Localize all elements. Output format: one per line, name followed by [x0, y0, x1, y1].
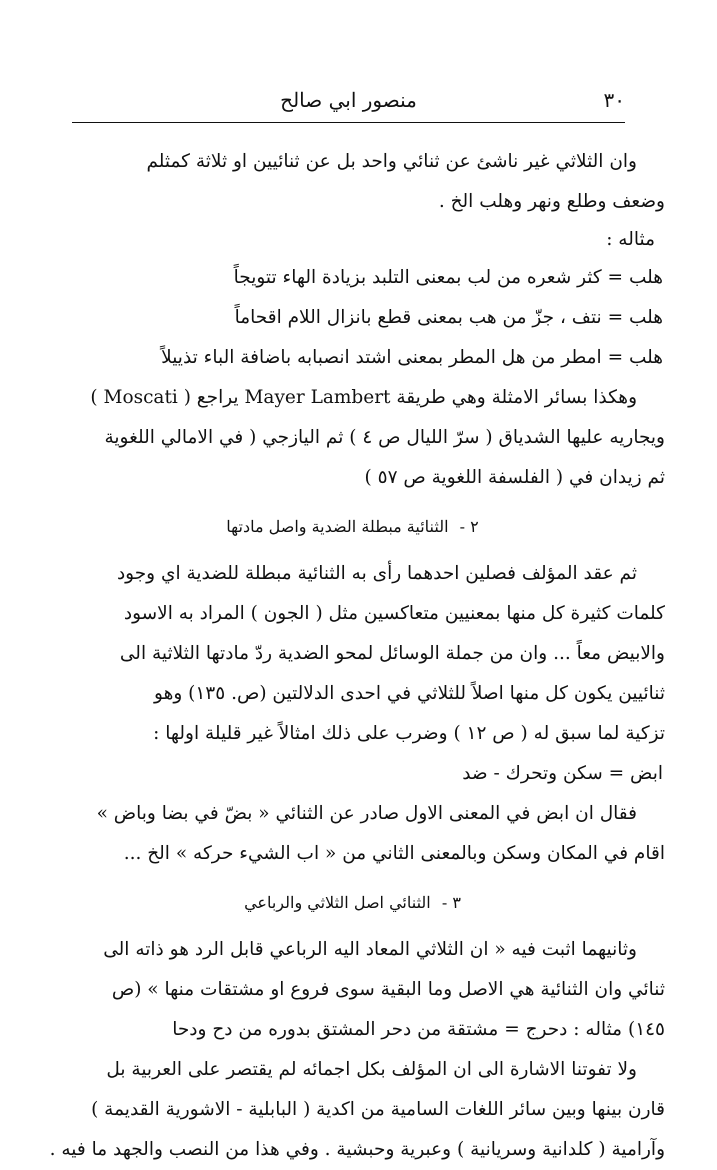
text-line: وثانيهما اثبت فيه « ان الثلاثي المعاد اليه الرباعي قابل الرد هو ذاته الى — [103, 939, 637, 960]
intro-paragraph — [40, 142, 665, 222]
text-line: وآرامية ( كلدانية وسريانية ) وعبرية وحبشية . وفي هذا من النصب والجهد ما فيه . — [49, 1139, 665, 1160]
section-number: ٢ - — [459, 517, 479, 536]
text-line: ثنائي وان الثنائية هي الاصل وما البقية سوى فروع او مشتقات منها » (ص — [111, 979, 665, 1000]
text-line: فقال ان ابض في المعنى الاول صادر عن الثنائي « بضّ في بضا وباض » — [96, 803, 637, 824]
section-title: الثنائي اصل الثلاثي والرباعي — [244, 893, 431, 912]
text-line: والابيض معاً ... وان من جملة الوسائل لمحو الضدية ردّ مادتها الثلاثية الى — [119, 643, 665, 664]
text-line: ثم عقد المؤلف فصلين احدهما رأى به الثنائية مبطلة للضدية اي وجود — [116, 563, 637, 584]
text-line: ثم زيدان في ( الفلسفة اللغوية ص ٥٧ ) — [364, 467, 665, 488]
example-line: هلب = امطر من هل المطر بمعنى اشتد انصبابه باضافة الباء تذييلاً — [161, 347, 663, 368]
example-line: هلب = نتف ، جزّ من هب بمعنى قطع بانزال اللام اقحاماً — [234, 307, 663, 328]
example-line: هلب = كثر شعره من لب بمعنى التلبد بزيادة الهاء تتويجاً — [233, 267, 663, 288]
running-header — [72, 88, 625, 123]
example-label: مثاله : — [606, 229, 655, 250]
example-line: ابض = سكن وتحرك - ضد — [462, 763, 663, 784]
text-line: اقام في المكان وسكن وبالمعنى الثاني من « اب الشيء حركه » الخ ... — [123, 843, 665, 864]
text-line: ولا تفوتنا الاشارة الى ان المؤلف بكل اجمائه لم يقتصر على العربية بل — [106, 1059, 637, 1080]
text-line: تزكية لما سبق له ( ص ١٢ ) وضرب على ذلك امثالاً غير قليلة اولها : — [153, 723, 665, 744]
running-title: منصور ابي صالح — [280, 88, 417, 112]
section-heading — [40, 508, 665, 546]
text-line: ويجاريه عليها الشدياق ( سرّ الليال ص ٤ ) ثم اليازجي ( في الامالي اللغوية — [104, 427, 665, 448]
text-line: وضعف وطلع ونهر وهلب الخ . — [438, 191, 665, 212]
section-heading — [40, 884, 665, 922]
text-line: وان الثلاثي غير ناشئ عن ثنائي واحد بل عن ثنائيين او ثلاثة كمثلم — [146, 151, 637, 172]
text-line: كلمات كثيرة كل منها بمعنيين متعاكسين مثل ( الجون ) المراد به الاسود — [123, 603, 665, 624]
section-2-paragraph — [40, 554, 665, 754]
page-number: ٣٠ — [603, 88, 625, 112]
section-number: ٣ - — [441, 893, 461, 912]
text-line: ١٤٥) مثاله : دحرج = مشتقة من دحر المشتق بدوره من دح ودحا — [172, 1019, 665, 1040]
section-3-paragraph — [40, 930, 665, 1170]
text-line: وهكذا بسائر الامثلة وهي طريقة Mayer Lambert يراجع ( Moscati ) — [90, 387, 637, 408]
page-body — [40, 142, 665, 1170]
section-2-after-paragraph — [40, 794, 665, 874]
section-title: الثنائية مبطلة الضدية واصل مادتها — [226, 517, 449, 536]
intro-closing-paragraph — [40, 378, 665, 498]
text-line: قارن بينها وبين سائر اللغات السامية من اكدية ( البابلية - الاشورية القديمة ) — [91, 1099, 665, 1120]
text-line: ثنائيين يكون كل منها اصلاً للثلاثي في احدى الدلالتين (ص. ١٣٥) وهو — [154, 683, 665, 704]
